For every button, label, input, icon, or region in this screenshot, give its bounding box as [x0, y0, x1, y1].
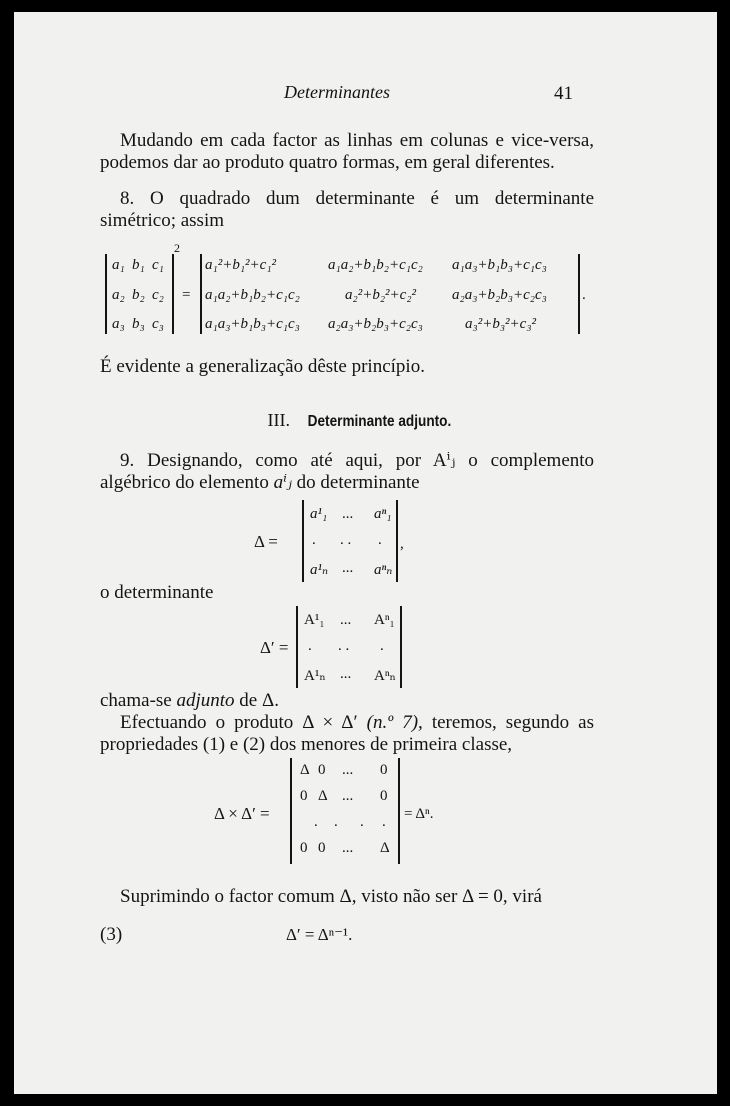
cell: . — [382, 814, 386, 830]
paragraph-7 — [100, 712, 594, 756]
cell: Aⁿ₁ — [374, 612, 395, 628]
cell: . — [380, 638, 384, 654]
cell: 0 — [318, 762, 326, 778]
cell: a₂ — [112, 287, 125, 303]
equation-delta — [254, 496, 434, 586]
paragraph-3: É evidente a generalização dêste princípio. — [100, 356, 425, 377]
text: chama-se — [100, 690, 172, 711]
item-number-8: 8. — [120, 188, 135, 209]
symbol: aⁱⱼ — [273, 472, 292, 493]
cell: . — [378, 532, 382, 548]
equation-product — [214, 754, 494, 868]
page — [14, 12, 717, 1094]
cell: a¹ₙ — [310, 562, 329, 578]
page-number: 41 — [554, 83, 573, 104]
cell: . — [334, 814, 338, 830]
cell: aⁿ₁ — [374, 506, 392, 522]
cell: a₂²+b₂²+c₂² — [345, 287, 417, 303]
cell: c₃ — [152, 316, 164, 332]
cell: 0 — [318, 840, 326, 856]
cell: ... — [340, 612, 352, 628]
cell: 0 — [380, 762, 388, 778]
eq-label: Δ′ = — [260, 638, 289, 657]
equation-number: (3) — [100, 924, 123, 945]
equation-square-determinant — [100, 241, 600, 338]
cell: . . — [340, 532, 352, 548]
symbol: Aⁱⱼ — [432, 450, 456, 471]
text: teremos, segundo as propriedades (1) e (2) dos menores de primeira classe, — [100, 712, 595, 755]
text: do determinante — [296, 472, 420, 493]
cell: . — [312, 532, 316, 548]
cell: b₂ — [132, 287, 145, 303]
cell: a₂a₃+b₂b₃+c₂c₃ — [452, 287, 547, 303]
cell: a₁a₃+b₁b₃+c₁c₃ — [205, 316, 300, 332]
eq-label: Δ × Δ′ = — [214, 804, 270, 823]
cell: A¹₁ — [304, 612, 325, 628]
text-italic: adjunto — [176, 690, 235, 711]
cell: Δ — [300, 762, 310, 778]
cell: a₁a₃+b₁b₃+c₁c₃ — [452, 257, 547, 273]
paragraph-5: o determinante — [100, 582, 214, 603]
cell: ... — [342, 840, 354, 856]
cell: b₃ — [132, 316, 145, 332]
text: Designando, como até aqui, por — [147, 450, 422, 471]
exponent: 2 — [174, 241, 180, 255]
cell: c₂ — [152, 287, 164, 303]
cell: A¹ₙ — [304, 668, 326, 684]
cell: a₃²+b₃²+c₃² — [465, 316, 537, 332]
section-title: Determinante adjunto. — [307, 413, 451, 430]
cell: Δ — [318, 788, 328, 804]
cell: c₁ — [152, 257, 164, 273]
cell: a₁a₂+b₁b₂+c₁c₂ — [328, 257, 423, 273]
paragraph-2-text: O quadrado dum determinante é um determinante simétrico; assim — [100, 188, 595, 231]
cell: a₃ — [112, 316, 125, 332]
cell: a₁ — [112, 257, 125, 273]
eq-label: Δ = — [254, 532, 278, 551]
end-comma: , — [400, 536, 404, 552]
end-period: . — [582, 287, 586, 303]
cell: 0 — [380, 788, 388, 804]
cell: ... — [342, 506, 354, 522]
cell: . — [360, 814, 364, 830]
equals-sign: = — [182, 287, 191, 303]
item-number-9: 9. — [120, 450, 135, 471]
cell: a₁a₂+b₁b₂+c₁c₂ — [205, 287, 300, 303]
cell: ... — [340, 666, 352, 682]
cell: . . — [338, 638, 350, 654]
paragraph-2 — [100, 188, 594, 232]
equation-result: Δ′ = Δⁿ⁻¹. — [286, 925, 353, 944]
cell: 0 — [300, 840, 308, 856]
cell: b₁ — [132, 257, 145, 273]
cell: . — [314, 814, 318, 830]
cell: ... — [342, 788, 354, 804]
cell: ... — [342, 762, 354, 778]
text: Efectuando o produto Δ × Δ′ — [120, 712, 358, 733]
text: o complemento algébrico do elemento — [100, 450, 595, 493]
paragraph-8: Suprimindo o factor comum Δ, visto não ser Δ = 0, virá — [120, 886, 542, 907]
paragraph-1: Mudando em cada factor as linhas em colunas e vice-versa, podemos dar ao produto quatro formas, em geral diferentes. — [100, 130, 594, 173]
section-heading — [14, 410, 717, 431]
text-italic: (n.º 7), — [366, 712, 423, 733]
cell: a¹₁ — [310, 506, 328, 522]
cell: aⁿₙ — [374, 562, 393, 578]
text: de Δ. — [239, 690, 279, 711]
cell: a₁²+b₁²+c₁² — [205, 257, 277, 273]
cell: Δ — [380, 840, 390, 856]
cell: Aⁿₙ — [374, 668, 397, 684]
paragraph-4 — [100, 450, 594, 494]
equation-delta-prime — [260, 602, 440, 692]
cell: 0 — [300, 788, 308, 804]
paragraph-6 — [100, 690, 594, 712]
cell: ... — [342, 560, 354, 576]
cell: . — [308, 638, 312, 654]
cell: a₂a₃+b₂b₃+c₂c₃ — [328, 316, 423, 332]
running-header-title: Determinantes — [284, 82, 390, 102]
eq-result: = Δⁿ. — [404, 806, 434, 822]
section-number: III. — [267, 410, 291, 430]
